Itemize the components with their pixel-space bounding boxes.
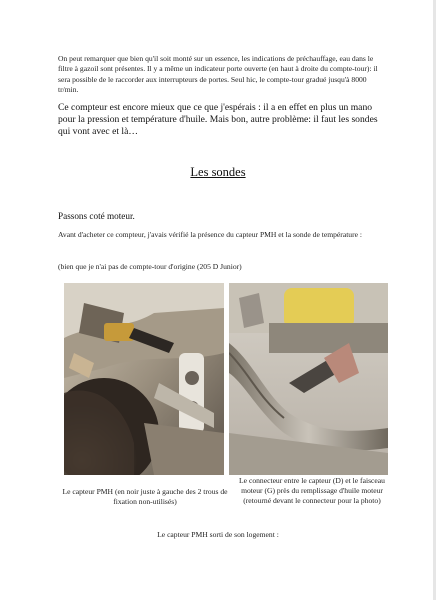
removed-sensor-caption: Le capteur PMH sorti de son logement :: [157, 530, 279, 539]
section-heading: Les sondes: [190, 165, 246, 179]
pmh-sensor-photo: [64, 283, 224, 475]
left-photo-caption: Le capteur PMH (en noir juste à gauche des 2 trous de fixation non-utilisés): [62, 487, 228, 506]
right-photo-caption: Le connecteur entre le capteur (D) et le faisceau moteur (G) près du remplissage d'huile moteur (retourné devant le connecteur pour la photo): [239, 476, 385, 505]
sensor-check-paragraph: Avant d'acheter ce compteur, j'avais vérifié la présence du capteur PMH et la sonde de température :: [58, 230, 363, 239]
connector-photo: [229, 283, 388, 475]
note-paragraph: (bien que je n'ai pas de compte-tour d'origine (205 D Junior): [58, 262, 242, 271]
pressure-paragraph: Ce compteur est encore mieux que ce que j'espérais : il a en effet en plus un mano pour la pression et température d'huile. Mais bon, autre problème: il faut les sondes qui vont avec et là…: [58, 102, 378, 137]
motor-side-paragraph: Passons coté moteur.: [58, 211, 135, 221]
intro-paragraph: On peut remarquer que bien qu'il soit monté sur un essence, les indications de préchauffage, eau dans le filtre à gazoil sont présentes. Il y a même un indicateur porte ouverte (en haut à droite du compte-tour): il sera possible de le raccorder aux interrupteurs de portes. Seul hic, le compte-tour gradué jusqu'à 8000 tr/min.: [58, 54, 378, 95]
